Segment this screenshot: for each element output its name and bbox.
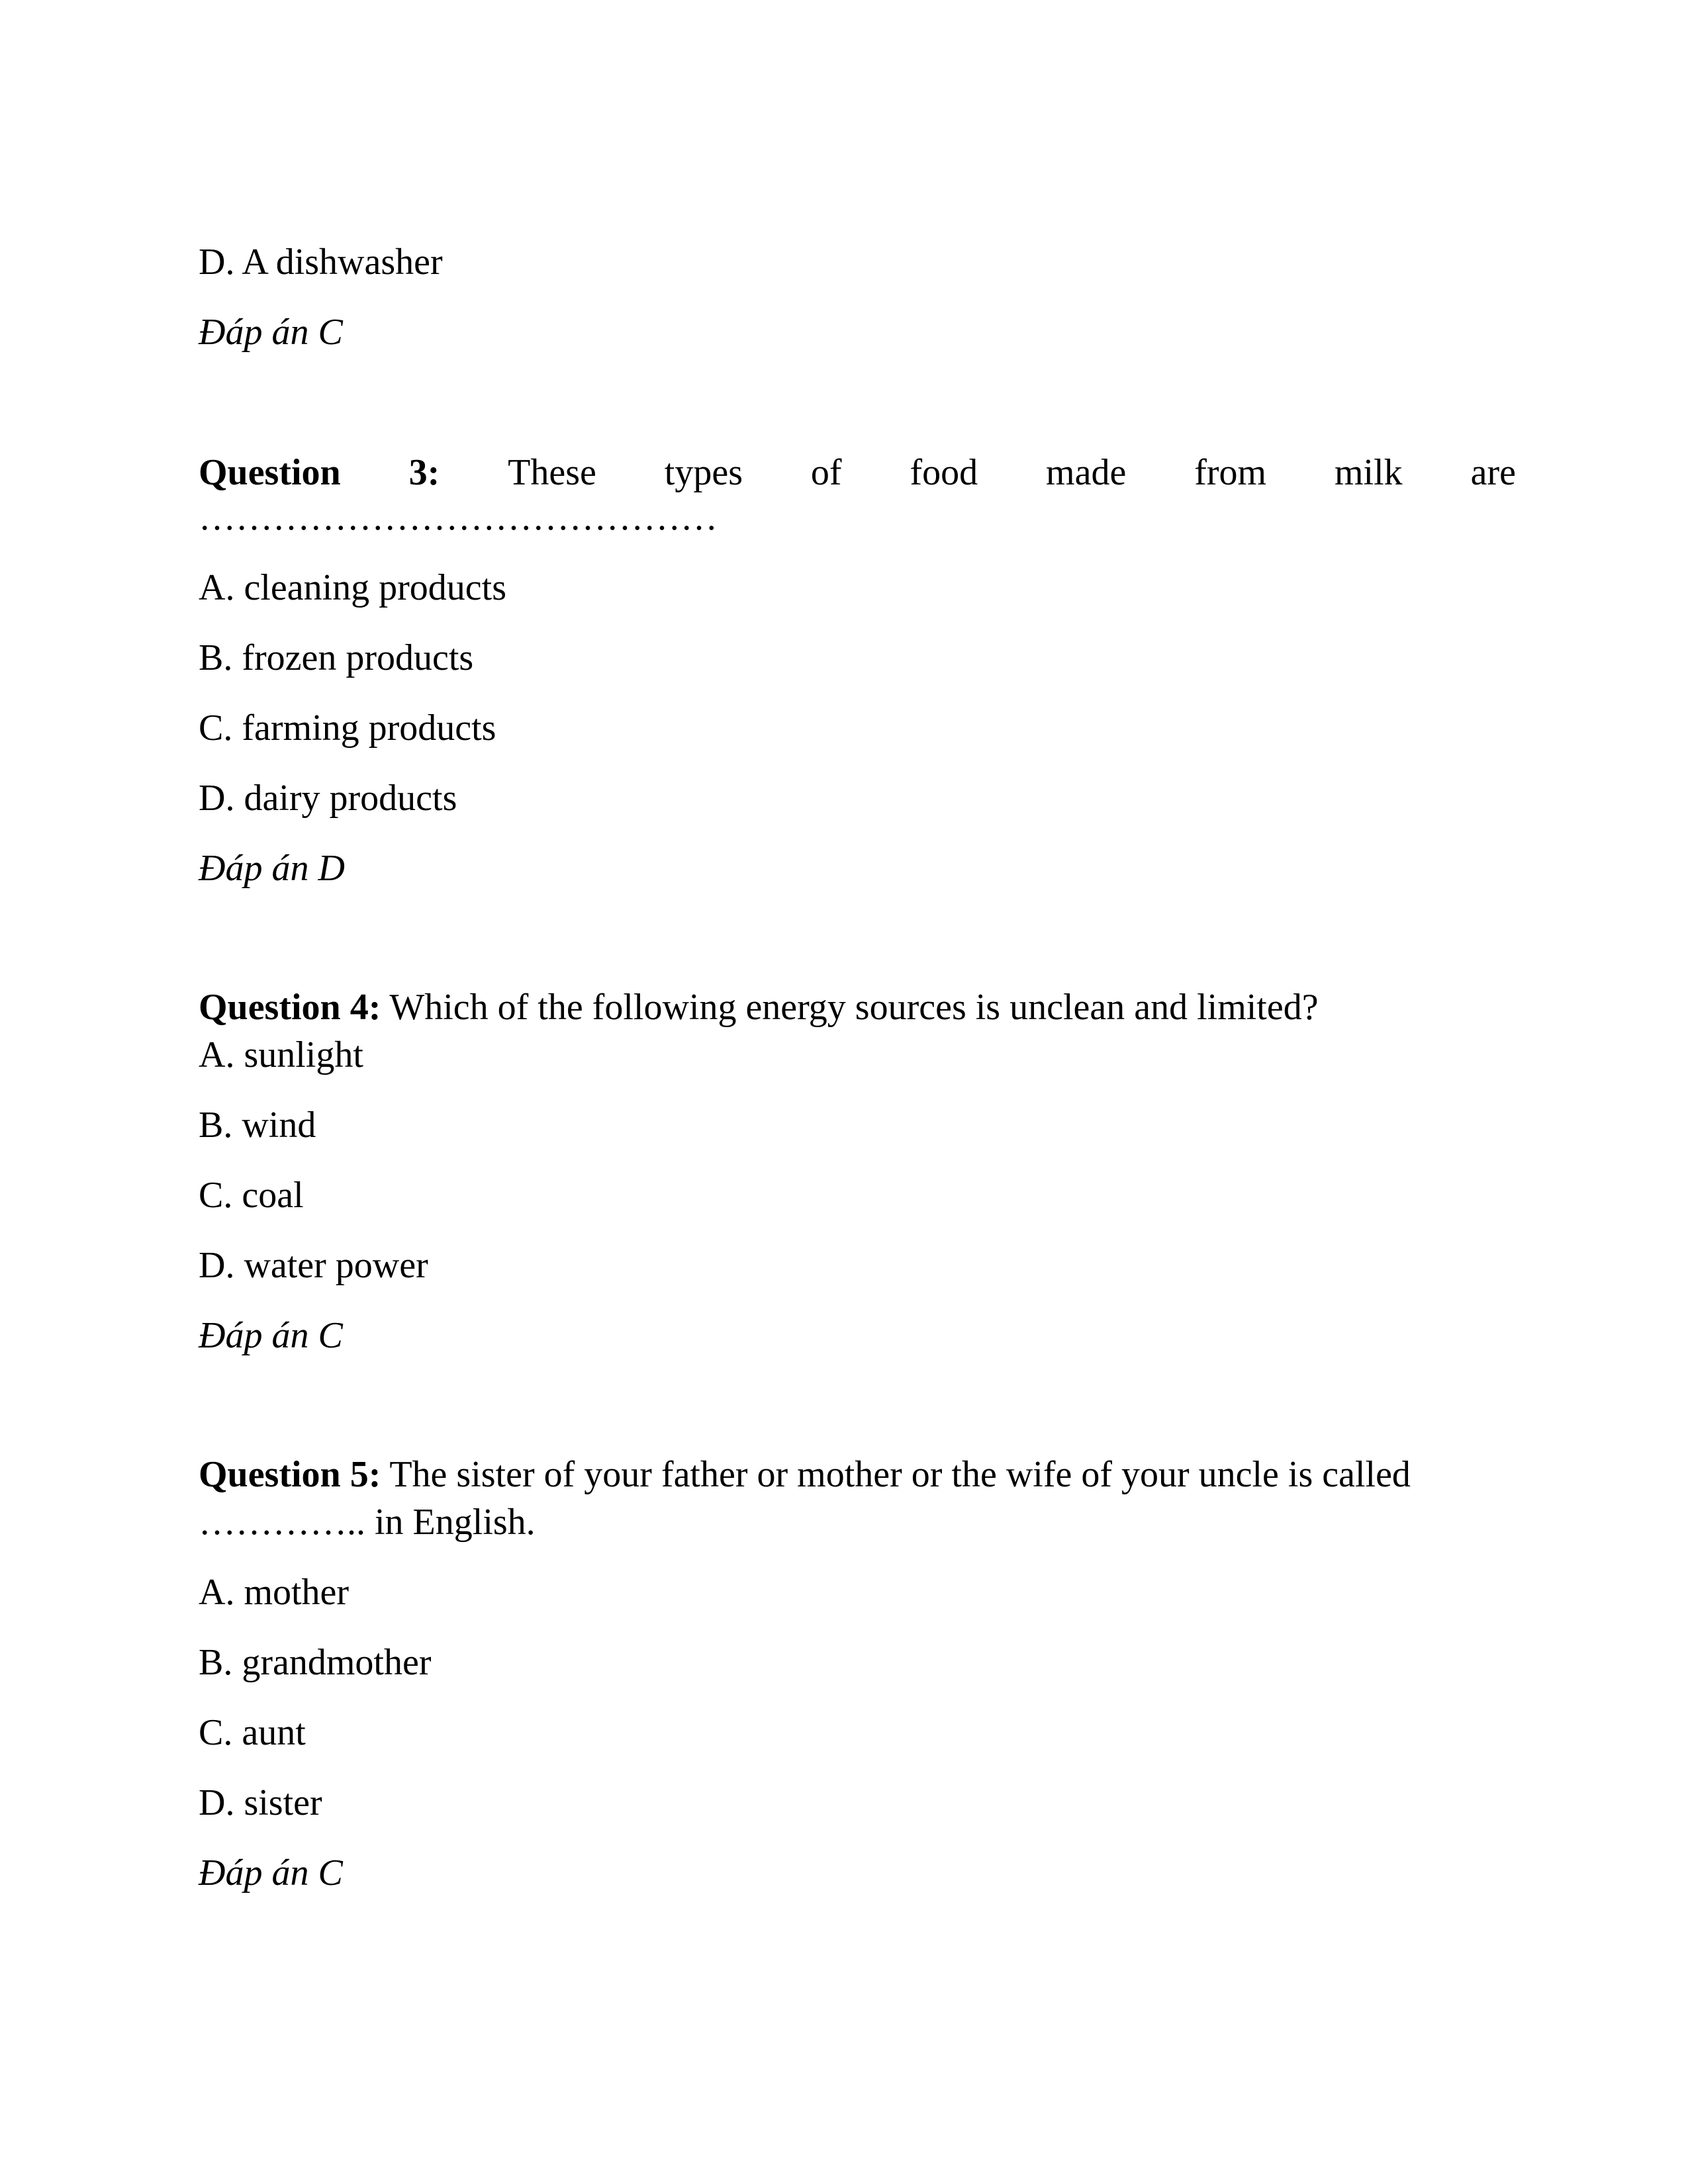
question-3-title: [199, 449, 1516, 496]
option-d: D. sister: [199, 1782, 322, 1823]
question-word: milk: [1335, 452, 1403, 493]
option-c: C. aunt: [199, 1712, 306, 1753]
option-a: A. cleaning products: [199, 567, 506, 608]
option-b: B. wind: [199, 1105, 316, 1146]
question-word: food: [910, 452, 978, 493]
question-4-title: [199, 983, 1516, 1031]
question-word: These: [508, 452, 596, 493]
question-number: 3:: [408, 452, 440, 493]
option-d: D. water power: [199, 1245, 428, 1286]
option-b: B. grandmother: [199, 1642, 432, 1683]
answer-key: Đáp án C: [199, 1315, 343, 1356]
option-d: D. A dishwasher: [199, 242, 443, 283]
option-d: D. dairy products: [199, 778, 457, 819]
answer-key: Đáp án D: [199, 848, 345, 889]
question-4: [199, 983, 1516, 1359]
option-b: B. frozen products: [199, 637, 474, 678]
question-text: Which of the following energy sources is unclean and limited?: [381, 987, 1319, 1028]
question-label: Question: [199, 452, 341, 493]
answer-key: Đáp án C: [199, 312, 343, 353]
question-text: The sister of your father or mother or the wife of your uncle is called: [381, 1454, 1411, 1495]
question-label: Question 5:: [199, 1454, 381, 1495]
document-page: [199, 238, 1516, 1897]
question-5-continuation: ………….. in English.: [199, 1502, 536, 1543]
option-c: C. coal: [199, 1175, 304, 1216]
question-word: types: [664, 452, 743, 493]
question-label: Question 4:: [199, 987, 381, 1028]
question-word: made: [1046, 452, 1127, 493]
question-2-tail: [199, 238, 1516, 356]
question-5-title: [199, 1451, 1516, 1498]
question-5: [199, 1451, 1516, 1897]
option-a: A. mother: [199, 1572, 350, 1613]
question-word: are: [1470, 452, 1516, 493]
option-a: A. sunlight: [199, 1034, 363, 1075]
answer-key: Đáp án C: [199, 1852, 343, 1893]
question-word: from: [1194, 452, 1267, 493]
question-word: of: [810, 452, 842, 493]
question-3: [199, 449, 1516, 892]
question-3-blank: ……………………………………: [199, 497, 718, 538]
option-c: C. farming products: [199, 707, 496, 749]
